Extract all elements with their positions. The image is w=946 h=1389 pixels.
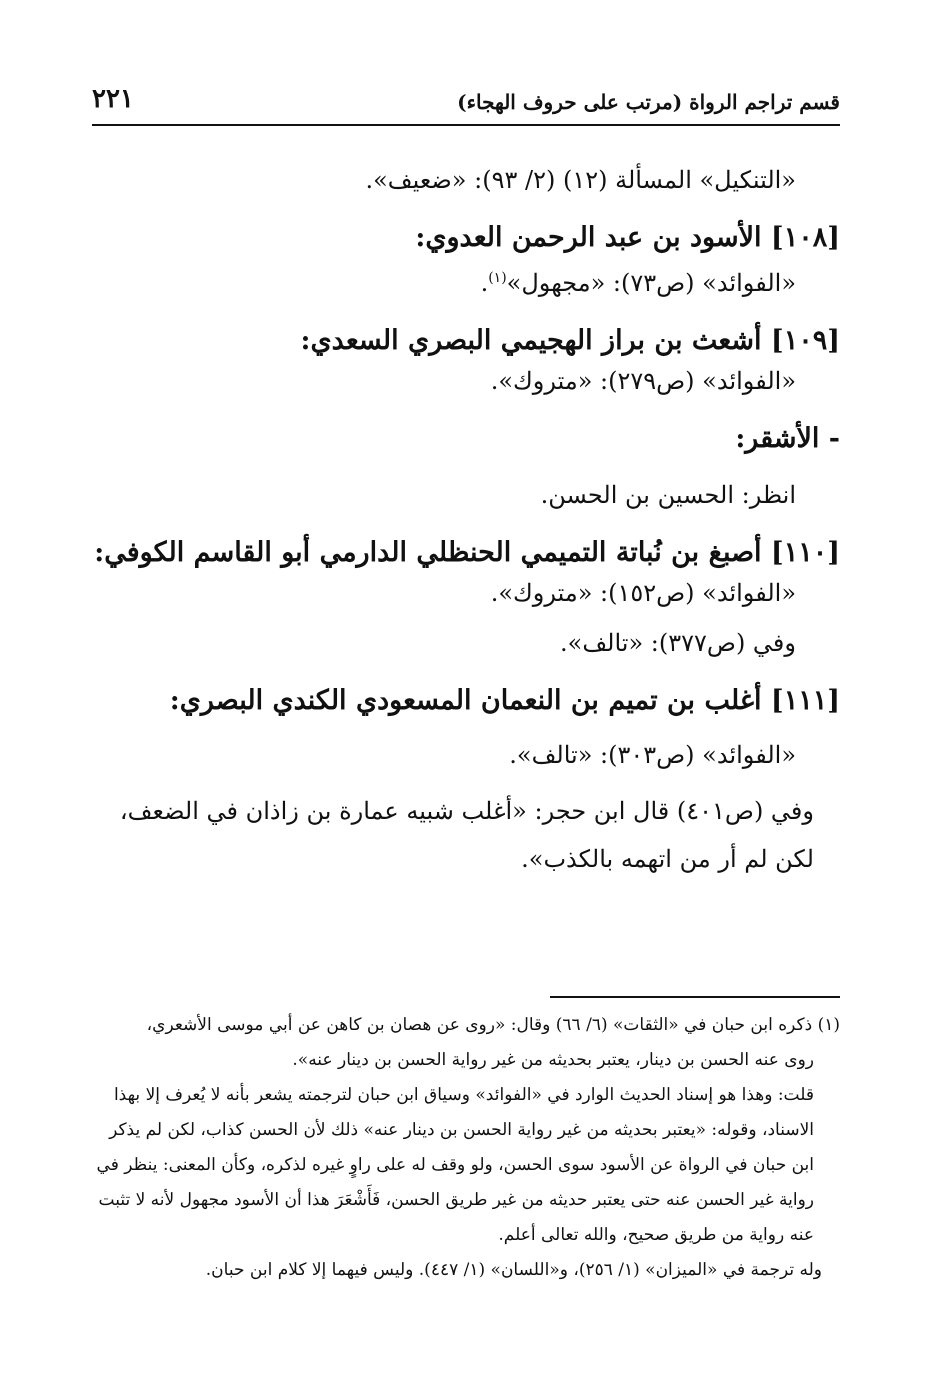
- footnote-line: روى عنه الحسن بن دينار، يعتبر بحديثه من غير رواية الحسن بن دينار عنه».: [292, 1050, 814, 1070]
- intro-line: «التنكيل» المسألة (١٢) (٢/ ٩٣): «ضعيف».: [365, 166, 796, 194]
- entry-paragraph: وفي (ص٤٠١) قال ابن حجر: «أغلب شبيه عمارة بن زاذان في الضعف، لكن لم أر من اتهمه بالكذب».: [119, 797, 814, 873]
- entry-heading: [١٠٨] الأسود بن عبد الرحمن العدوي:: [415, 222, 840, 253]
- entry-heading: [١٠٩] أشعث بن براز الهجيمي البصري السعدي:: [300, 325, 840, 356]
- main-text: [92, 160, 840, 883]
- entry-heading: [١١٠] أصبغ بن نُباتة التميمي الحنظلي الدارمي أبو القاسم الكوفي:: [94, 537, 840, 568]
- footnote-line: وله ترجمة في «الميزان» (١/ ٢٥٦)، و«اللسان» (١/ ٤٤٧). وليس فيهما إلا كلام ابن حبان.: [205, 1260, 822, 1280]
- entry-text: «الفوائد» (ص٢٧٩): «متروك».: [490, 367, 796, 395]
- footnote-paragraph: قلت: وهذا هو إسناد الحديث الوارد في «الفوائد» وسياق ابن حبان لترجمته يشعر بأنه لا يُعرف إلا بهذا الاسناد، وقوله: «يعتبر بحديثه من غير رواية الحسن بن دينار عنه» ذلك لأن الحسن كذاب، لكن لم يذكر ابن حبان في الرواة عن الأسود سوى الحسن، ولو وقف له على راوٍ غيره لذكره، وكأن المعنى: ينظر في رواية غير الحسن عنه حتى يعتبر حديثه من غير طريق الحسن، فَأَشْعَرَ هذا أن الأسود مجهول لأنه لا تثبت عنه رواية من طريق صحيح، والله تعالى أعلم.: [96, 1085, 814, 1245]
- footnote-ref[interactable]: (١): [488, 270, 507, 286]
- page-number: ٢٢١: [92, 84, 134, 114]
- entry-text: «الفوائد» (ص٣٠٣): «تالف».: [509, 741, 796, 769]
- entry-text: انظر: الحسين بن الحسن.: [540, 481, 796, 509]
- footnote-line: (١) ذكره ابن حبان في «الثقات» (٦/ ٦٦) وقال: «روى عن هصان بن كاهن عن أبي موسى الأشعري،: [146, 1015, 840, 1035]
- footnote-separator: [550, 996, 840, 998]
- header-title: قسم تراجم الرواة (مرتب على حروف الهجاء): [457, 90, 840, 114]
- entry-text: وفي (ص٣٧٧): «تالف».: [560, 629, 796, 657]
- entry-text-value: «الفوائد» (ص٧٣): «مجهول»: [506, 269, 796, 297]
- footnotes: [92, 1008, 840, 1288]
- entry-text: [92, 258, 840, 303]
- running-header: [92, 84, 840, 126]
- entry-heading: [١١١] أغلب بن تميم بن النعمان المسعودي الكندي البصري:: [169, 685, 840, 716]
- entry-text: «الفوائد» (ص١٥٢): «متروك».: [490, 579, 796, 607]
- entry-heading: - الأشقر:: [735, 423, 840, 454]
- entry-text-end: .: [480, 269, 489, 297]
